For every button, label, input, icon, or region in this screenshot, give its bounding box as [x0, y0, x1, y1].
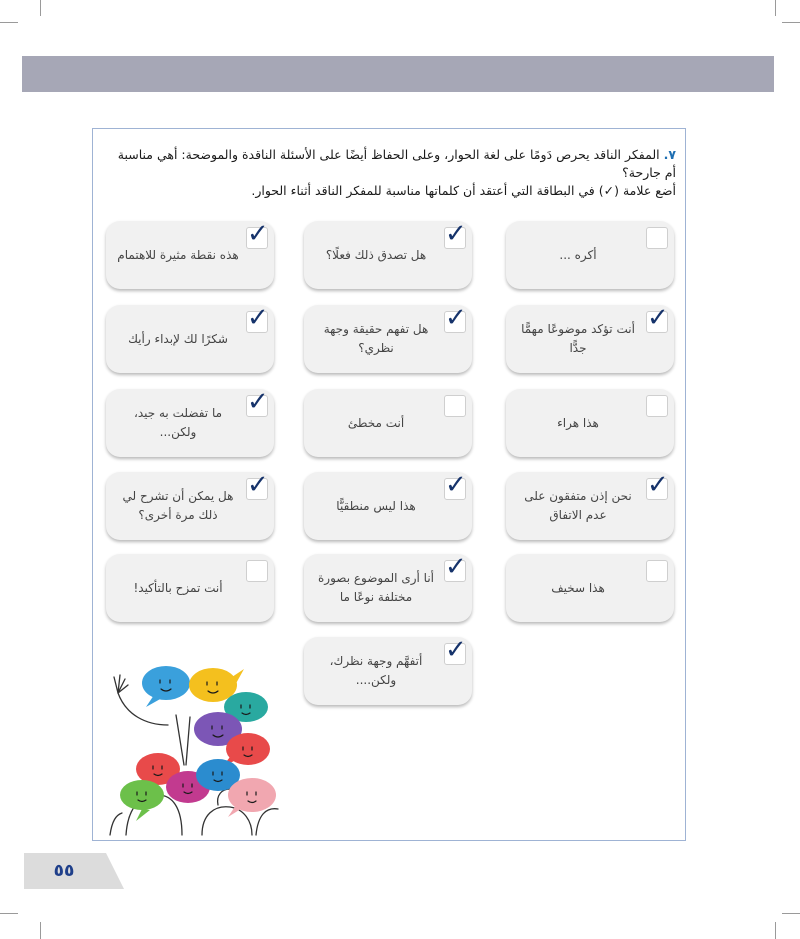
card-checkbox[interactable]	[246, 303, 269, 333]
check-icon: ✓	[445, 552, 467, 582]
check-icon: ✓	[247, 470, 269, 500]
card	[106, 472, 274, 540]
card-text: هذا هراء	[557, 415, 599, 430]
question-line-1	[110, 146, 676, 164]
card-checkbox[interactable]	[246, 470, 269, 500]
card-checkbox[interactable]	[646, 395, 668, 417]
question-line-2: أم جارحة؟	[622, 165, 676, 180]
check-icon: ✓	[247, 219, 269, 249]
check-icon: ✓	[445, 470, 467, 500]
check-icon: ✓	[247, 303, 269, 333]
question-block	[110, 146, 676, 200]
card-checkbox[interactable]	[246, 560, 268, 582]
card	[506, 554, 674, 622]
card	[304, 221, 472, 289]
card-text: أنت مخطئ	[347, 415, 405, 430]
card	[106, 221, 274, 289]
card	[506, 389, 674, 457]
card-text: هل تصدق ذلك فعلًا؟	[325, 247, 427, 262]
card-checkbox[interactable]	[246, 387, 269, 417]
crop-mark	[775, 0, 776, 16]
card	[304, 554, 472, 622]
card-text: هل يمكن أن تشرح لي ذلك مرة أخرى؟	[122, 489, 234, 522]
check-icon: ✓	[445, 219, 467, 249]
card-checkbox[interactable]	[444, 303, 467, 333]
card-checkbox[interactable]	[444, 635, 467, 665]
check-icon: ✓	[445, 635, 467, 665]
card-text: هل تفهم حقيقة وجهة نظري؟	[323, 322, 429, 355]
speech-bubbles-illustration	[106, 655, 286, 840]
card	[304, 637, 472, 705]
crop-mark	[775, 922, 776, 939]
page-number: ٥٥	[53, 861, 75, 881]
card	[106, 305, 274, 373]
card-checkbox[interactable]	[646, 560, 668, 582]
card-checkbox[interactable]	[646, 470, 669, 500]
card-checkbox[interactable]	[646, 303, 669, 333]
card-checkbox[interactable]	[646, 227, 668, 249]
card	[304, 305, 472, 373]
card-text: شكرًا لك لإبداء رأيك	[128, 331, 228, 346]
question-text: المفكر الناقد يحرص دَومًا على لغة الحوار، وعلى الحفاظ أيضًا على الأسئلة الناقدة والموضحة: أهي مناسبة	[117, 147, 660, 162]
card-text: هذه نقطة مثيرة للاهتمام	[117, 247, 239, 262]
check-icon: ✓	[445, 303, 467, 333]
question-number: ٧.	[663, 147, 676, 162]
card-text: أنا أرى الموضوع بصورة مختلفة نوعًا ما	[318, 571, 434, 604]
card-text: هذا سخيف	[551, 580, 605, 595]
card-checkbox[interactable]	[444, 470, 467, 500]
crop-mark	[40, 0, 41, 16]
check-icon: ✓	[647, 303, 669, 333]
crop-mark	[0, 913, 18, 914]
header-banner	[22, 56, 774, 92]
card	[506, 305, 674, 373]
crop-mark	[40, 922, 41, 939]
check-icon: ✓	[247, 387, 269, 417]
crop-mark	[782, 22, 800, 23]
crop-mark	[782, 913, 800, 914]
card-text: أتفهَّم وجهة نظرك، ولكن....	[329, 654, 423, 687]
card-text: ما تفضلت به جيد، ولكن...	[133, 406, 223, 439]
question-instruction: أضع علامة (✓) في البطاقة التي أعتقد أن كلماتها مناسبة للمفكر الناقد أثناء الحوار.	[251, 183, 676, 198]
card	[106, 389, 274, 457]
card	[304, 389, 472, 457]
card-checkbox[interactable]	[444, 395, 466, 417]
check-icon: ✓	[647, 470, 669, 500]
card-checkbox[interactable]	[246, 219, 269, 249]
crop-mark	[0, 22, 18, 23]
card	[304, 472, 472, 540]
card	[106, 554, 274, 622]
card-text: أكره ...	[559, 247, 597, 262]
card-checkbox[interactable]	[444, 552, 467, 582]
card	[506, 472, 674, 540]
card-text: أنت تؤكد موضوعًا مهمًّا جدًّا	[521, 322, 635, 355]
card	[506, 221, 674, 289]
card-checkbox[interactable]	[444, 219, 467, 249]
card-text: نحن إذن متفقون على عدم الاتفاق	[524, 489, 632, 522]
card-text: هذا ليس منطقيًّا	[336, 498, 416, 513]
card-text: أنت تمزح بالتأكيد!	[133, 580, 223, 595]
